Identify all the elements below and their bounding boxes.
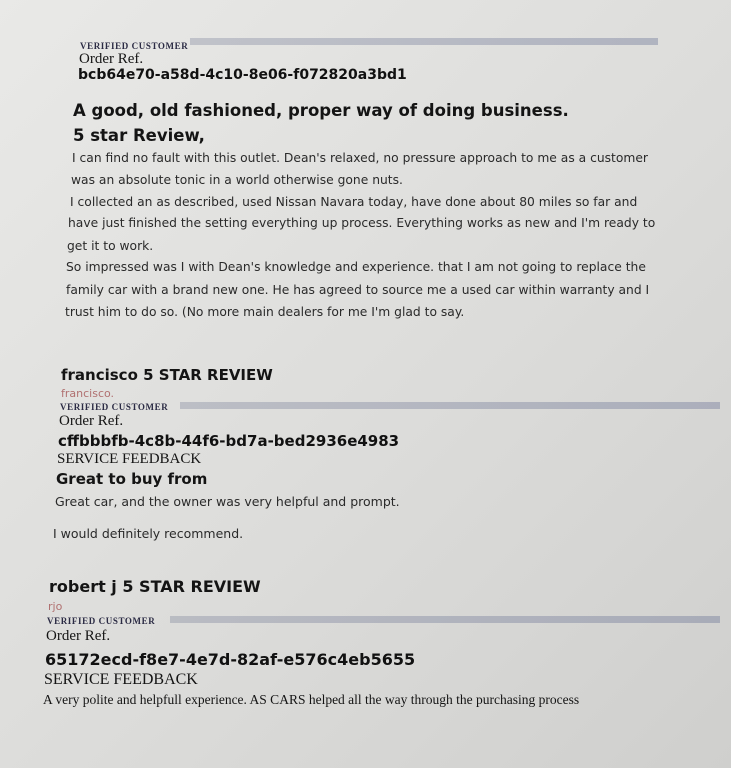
review-body-line: trust him to do so. (No more main dealers for me I'm glad to say. [65,305,465,319]
order-ref-label: Order Ref. [79,51,144,67]
reviewer-nickname: rjo [48,600,63,613]
verified-label: VERIFIED CUSTOMER [60,402,169,412]
review-body-line: I collected an as described, used Nissan Navara today, have done about 80 miles so far and [70,195,638,209]
service-feedback-label: SERVICE FEEDBACK [57,451,202,467]
verified-band [180,402,720,409]
reviewer-nickname: francisco. [61,387,115,400]
service-feedback-label: SERVICE FEEDBACK [44,671,198,688]
verified-label: VERIFIED CUSTOMER [80,41,189,51]
order-ref-label: Order Ref. [59,413,124,429]
review-body-line: have just finished the setting everything up process. Everything works as new and I'm ready to [68,216,656,230]
review-body-line: Great car, and the owner was very helpful and prompt. [55,494,400,509]
verified-band [190,38,658,45]
review-title: robert j 5 STAR REVIEW [49,577,261,596]
review-body-line: I can find no fault with this outlet. Dean's relaxed, no pressure approach to me as a customer [72,151,648,165]
review-body-line: get it to work. [67,239,154,253]
review-headline: A good, old fashioned, proper way of doing business. [73,101,569,120]
order-ref-label: Order Ref. [46,628,111,644]
review-body-line: A very polite and helpfull experience. AS CARS helped all the way through the purchasing process [43,692,580,707]
review-rating: 5 star Review, [73,126,205,145]
review-headline: Great to buy from [56,470,208,488]
review-title: francisco 5 STAR REVIEW [61,366,273,384]
review-body-line: family car with a brand new one. He has agreed to source me a used car within warranty and I [66,283,650,297]
verified-band [170,616,720,623]
review-body-line: was an absolute tonic in a world otherwise gone nuts. [71,173,403,187]
review-body-line: So impressed was I with Dean's knowledge and experience. that I am not going to replace the [66,260,646,274]
review-body-line: I would definitely recommend. [53,526,244,541]
order-id: cffbbbfb-4c8b-44f6-bd7a-bed2936e4983 [58,432,400,450]
order-id: 65172ecd-f8e7-4e7d-82af-e576c4eb5655 [45,650,416,669]
verified-label: VERIFIED CUSTOMER [47,616,156,626]
order-id: bcb64e70-a58d-4c10-8e06-f072820a3bd1 [78,67,407,83]
